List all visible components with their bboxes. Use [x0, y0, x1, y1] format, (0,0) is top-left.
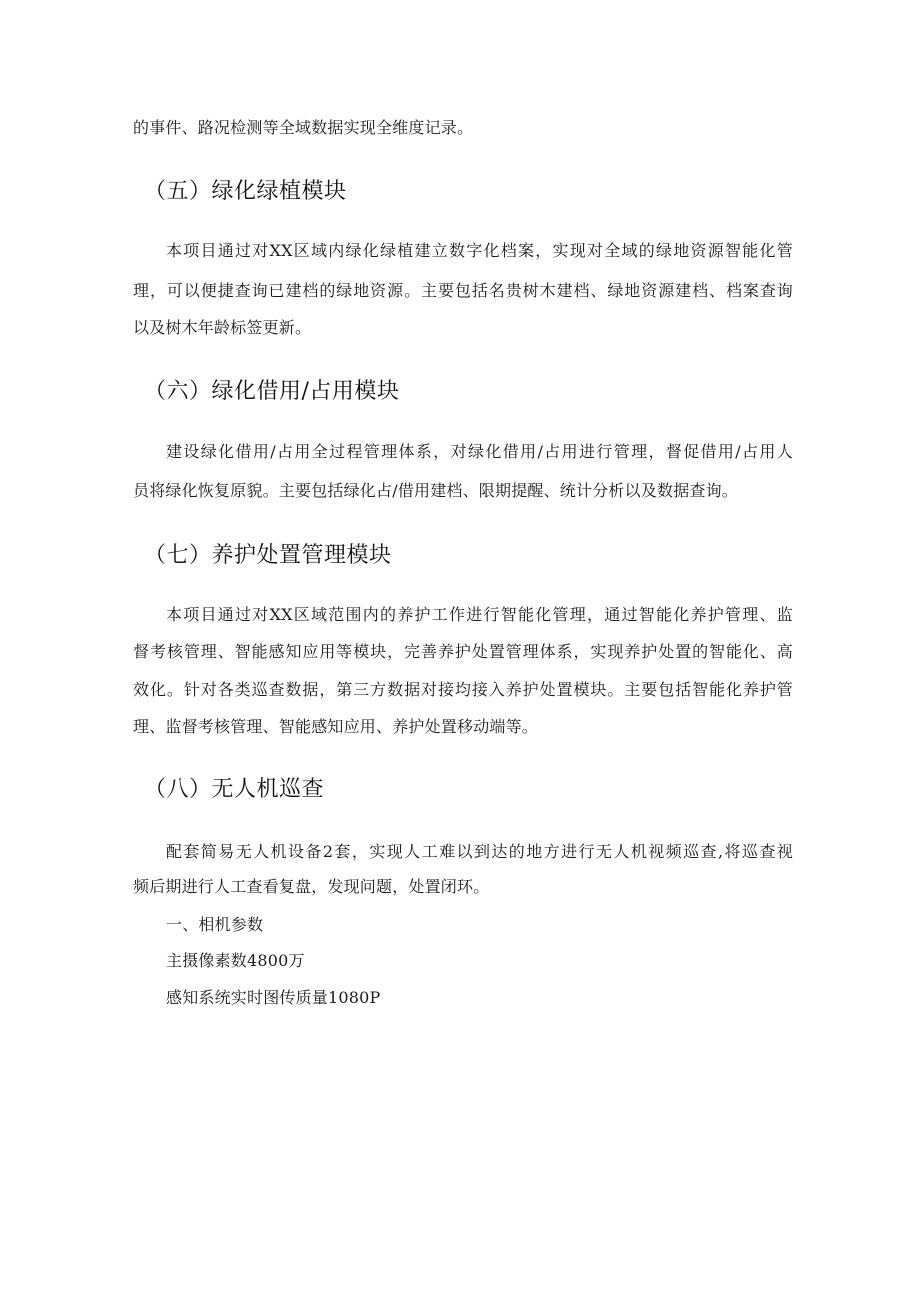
param-line: 主摄像素数4800万: [166, 951, 305, 970]
paragraph-line: 频后期进行人工查看复盘，发现问题，处置闭环。: [133, 877, 490, 896]
section-heading-6: （六）绿化借用/占用模块: [144, 379, 400, 404]
paragraph-line: 本项目通过对XX区域范围内的养护工作进行智能化管理，通过智能化养护管理、监: [166, 605, 793, 624]
section-heading-5: （五）绿化绿植模块: [144, 179, 347, 204]
paragraph-line: 的事件、路况检测等全域数据实现全维度记录。: [133, 118, 474, 137]
paragraph-line: 督考核管理、智能感知应用等模块，完善养护处置管理体系，实现养护处置的智能化、高: [133, 642, 793, 661]
section-heading-7: （七）养护处置管理模块: [144, 543, 392, 568]
param-line: 感知系统实时图传质量1080P: [166, 988, 381, 1007]
paragraph-line: 建设绿化借用/占用全过程管理体系，对绿化借用/占用进行管理，督促借用/占用人: [166, 442, 793, 461]
section-heading-8: （八）无人机巡查: [144, 777, 325, 802]
paragraph-line: 以及树木年龄标签更新。: [133, 318, 312, 337]
sub-heading: 一、相机参数: [166, 915, 264, 934]
paragraph-line: 理、监督考核管理、智能感知应用、养护处置移动端等。: [133, 717, 539, 736]
paragraph-line: 本项目通过对XX区域内绿化绿植建立数字化档案，实现对全域的绿地资源智能化管: [166, 241, 793, 260]
paragraph-line: 效化。针对各类巡查数据，第三方数据对接均接入养护处置模块。主要包括智能化养护管: [133, 680, 793, 699]
paragraph-line: 配套简易无人机设备2套，实现人工难以到达的地方进行无人机视频巡查,将巡查视: [166, 842, 793, 861]
paragraph-line: 员将绿化恢复原貌。主要包括绿化占/借用建档、限期提醒、统计分析以及数据查询。: [133, 481, 738, 500]
paragraph-line: 理，可以便捷查询已建档的绿地资源。主要包括名贵树木建档、绿地资源建档、档案查询: [133, 281, 793, 300]
